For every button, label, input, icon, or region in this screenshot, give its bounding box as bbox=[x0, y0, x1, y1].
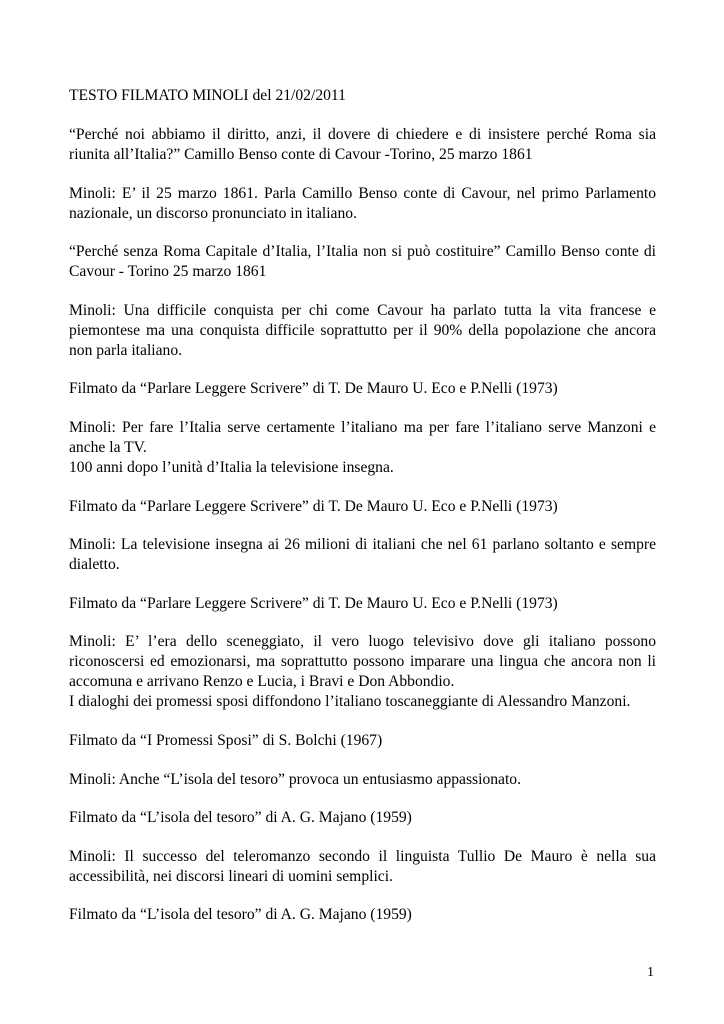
paragraph-line: Filmato da “I Promessi Sposi” di S. Bolchi (1967) bbox=[69, 731, 383, 749]
paragraph-line: Minoli: Anche “L’isola del tesoro” provoca un entusiasmo appassionato. bbox=[69, 770, 521, 788]
paragraph-filmato-1 bbox=[69, 379, 656, 399]
paragraph-minoli-5 bbox=[69, 632, 656, 712]
paragraph-filmato-5 bbox=[69, 808, 656, 828]
paragraph-line: Filmato da “Parlare Leggere Scrivere” di T. De Mauro U. Eco e P.Nelli (1973) bbox=[69, 497, 558, 515]
paragraph-filmato-2 bbox=[69, 497, 656, 517]
paragraph-line: Filmato da “L’isola del tesoro” di A. G. Majano (1959) bbox=[69, 809, 412, 827]
paragraph-filmato-4 bbox=[69, 731, 656, 751]
paragraph-line: Minoli: La televisione insegna ai 26 milioni di italiani che nel 61 parlano soltanto e sempre dialetto. bbox=[69, 536, 656, 574]
paragraph-minoli-4 bbox=[69, 535, 656, 575]
paragraph-minoli-2 bbox=[69, 301, 656, 361]
paragraph-line: Minoli: Una difficile conquista per chi come Cavour ha parlato tutta la vita francese e piemontese ma una conquista difficile soprattutto per il 90% della popolazione che ancora non parla italiano. bbox=[69, 301, 656, 359]
page-number: 1 bbox=[647, 965, 654, 980]
paragraph-line: “Perché noi abbiamo il diritto, anzi, il dovere di chiedere e di insistere perché Roma sia riunita all’Italia?” Camillo Benso conte di Cavour -Torino, 25 marzo 1861 bbox=[69, 126, 656, 163]
paragraph-filmato-6 bbox=[69, 905, 656, 925]
paragraph-line: Filmato da “Parlare Leggere Scrivere” di T. De Mauro U. Eco e P.Nelli (1973) bbox=[69, 380, 558, 398]
paragraph-line: I dialoghi dei promessi sposi diffondono l’italiano toscaneggiante di Alessandro Manzoni. bbox=[69, 693, 631, 711]
paragraph-line: Minoli: E’ il 25 marzo 1861. Parla Camillo Benso conte di Cavour, nel primo Parlamento nazionale, un discorso pronunciato in italiano. bbox=[69, 184, 656, 222]
paragraph-filmato-3 bbox=[69, 594, 656, 614]
paragraph-line: 100 anni dopo l’unità d’Italia la televisione insegna. bbox=[69, 458, 394, 476]
paragraph-minoli-7 bbox=[69, 847, 656, 887]
paragraph-line: “Perché senza Roma Capitale d’Italia, l’Italia non si può costituire” Camillo Benso conte di Cavour - Torino 25 marzo 1861 bbox=[69, 243, 656, 281]
paragraph-line: Filmato da “L’isola del tesoro” di A. G. Majano (1959) bbox=[69, 906, 412, 924]
paragraph-line: Minoli: E’ l’era dello sceneggiato, il vero luogo televisivo dove gli italiano possono riconoscersi ed emozionarsi, ma soprattutto possono imparare una lingua che ancora non li accomuna e arrivano Renzo e Lucia, i Bravi e Don Abbondio. bbox=[69, 633, 656, 691]
paragraph-line: Minoli: Per fare l’Italia serve certamente l’italiano ma per fare l’italiano serve Manzoni e anche la TV. bbox=[69, 418, 656, 456]
paragraph-minoli-1 bbox=[69, 184, 656, 224]
paragraph-line: Filmato da “Parlare Leggere Scrivere” di T. De Mauro U. Eco e P.Nelli (1973) bbox=[69, 594, 558, 612]
document-page bbox=[69, 86, 656, 944]
paragraph-quote-cavour-1 bbox=[69, 125, 656, 165]
paragraph-minoli-3 bbox=[69, 418, 656, 478]
document-title: TESTO FILMATO MINOLI del 21/02/2011 bbox=[69, 87, 346, 104]
paragraph-minoli-6 bbox=[69, 770, 656, 790]
paragraph-line: Minoli: Il successo del teleromanzo secondo il linguista Tullio De Mauro è nella sua accessibilità, nei discorsi lineari di uomini semplici. bbox=[69, 847, 656, 885]
paragraph-quote-cavour-2 bbox=[69, 242, 656, 282]
